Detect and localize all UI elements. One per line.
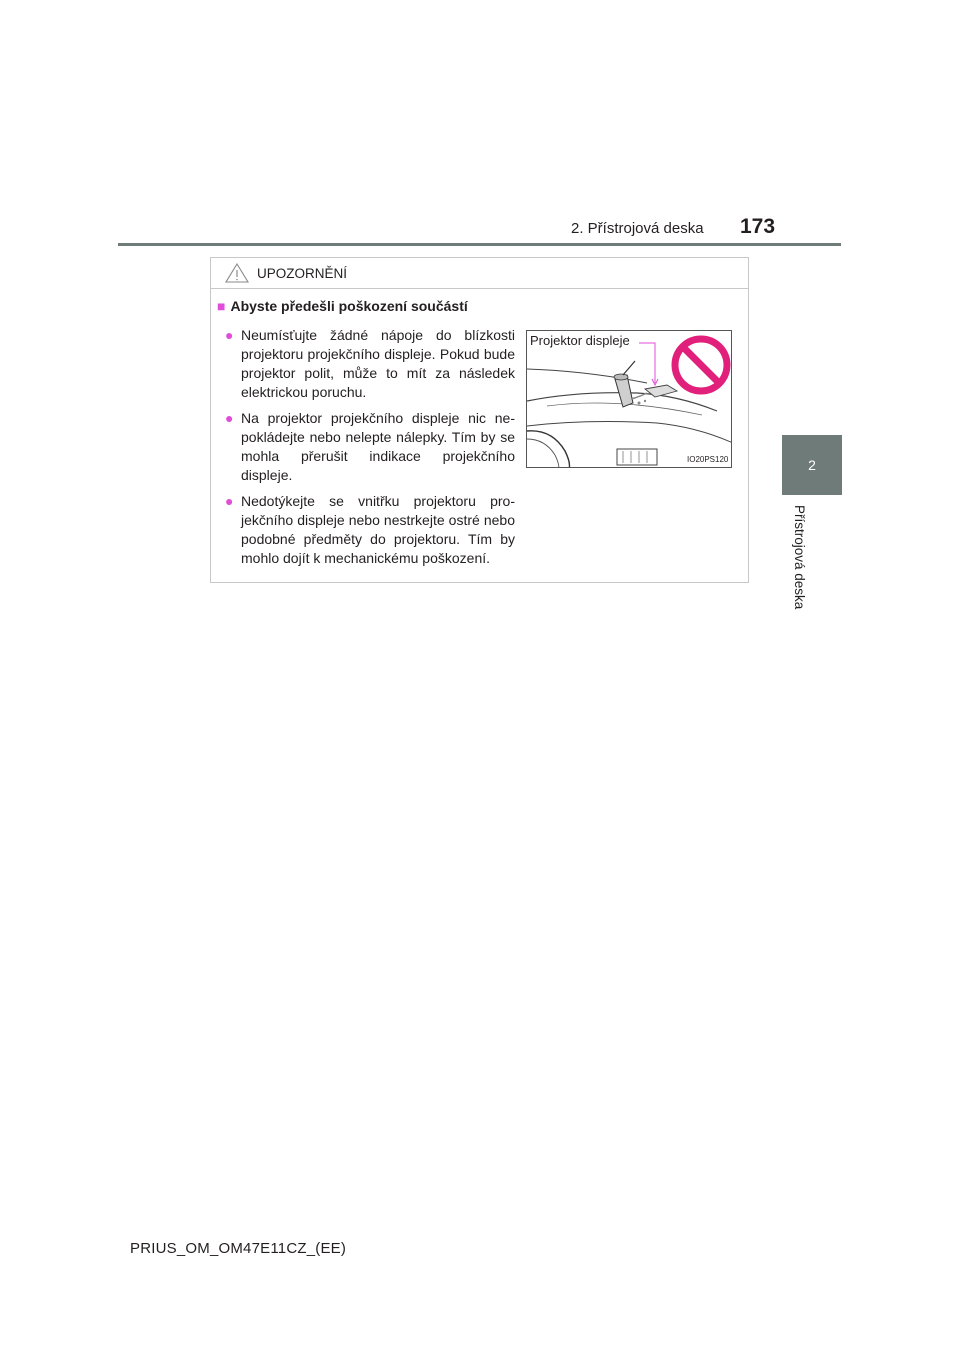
bullet-dot-icon: ● [225, 410, 234, 426]
list-item-text: Na projektor projekčního displeje nic nepokládejte nebo nelepte nálepky. Tím by se mohla přerušit indikace projekčního displeje. [241, 410, 515, 483]
section-heading-text: Abyste předešli poškození součástí [230, 298, 468, 314]
caution-header [211, 258, 748, 289]
bullet-dot-icon: ● [225, 327, 234, 343]
list-item [225, 326, 515, 402]
caution-label: UPOZORNĚNÍ [257, 265, 348, 281]
caution-box [210, 257, 749, 583]
chapter-number: 2 [808, 457, 816, 473]
warning-triangle-icon [225, 263, 249, 283]
list-item-text: Neumísťujte žádné nápoje do blízkosti projektoru projekčního displeje. Pokud bude projektor polit, může to mít za následek elektrickou poruchu. [241, 327, 515, 400]
illustration-label: Projektor displeje [530, 333, 630, 348]
chapter-label: Přístrojová deska [792, 505, 807, 610]
dashboard-drawing [527, 331, 732, 468]
bullet-dot-icon: ● [225, 493, 234, 509]
chapter-tab [782, 435, 842, 495]
list-item [225, 409, 515, 485]
projector-illustration [526, 330, 732, 468]
illustration-code: IO20PS120 [687, 455, 729, 464]
header-title: 2. Přístrojová deska [571, 220, 704, 237]
list-item-text: Nedotýkejte se vnitřku projektoru projekčního displeje nebo nestrkejte ostré nebo podobné předměty do projektoru. Tím by mohlo dojít k mechanickému poškození. [241, 493, 515, 566]
bullet-list [225, 326, 515, 575]
footer-doc-code: PRIUS_OM_OM47E11CZ_(EE) [130, 1240, 347, 1257]
page-number: 173 [740, 215, 776, 238]
list-item [225, 492, 515, 568]
header-rule [118, 243, 841, 246]
section-heading [217, 298, 468, 314]
square-bullet-icon: ■ [217, 298, 226, 314]
